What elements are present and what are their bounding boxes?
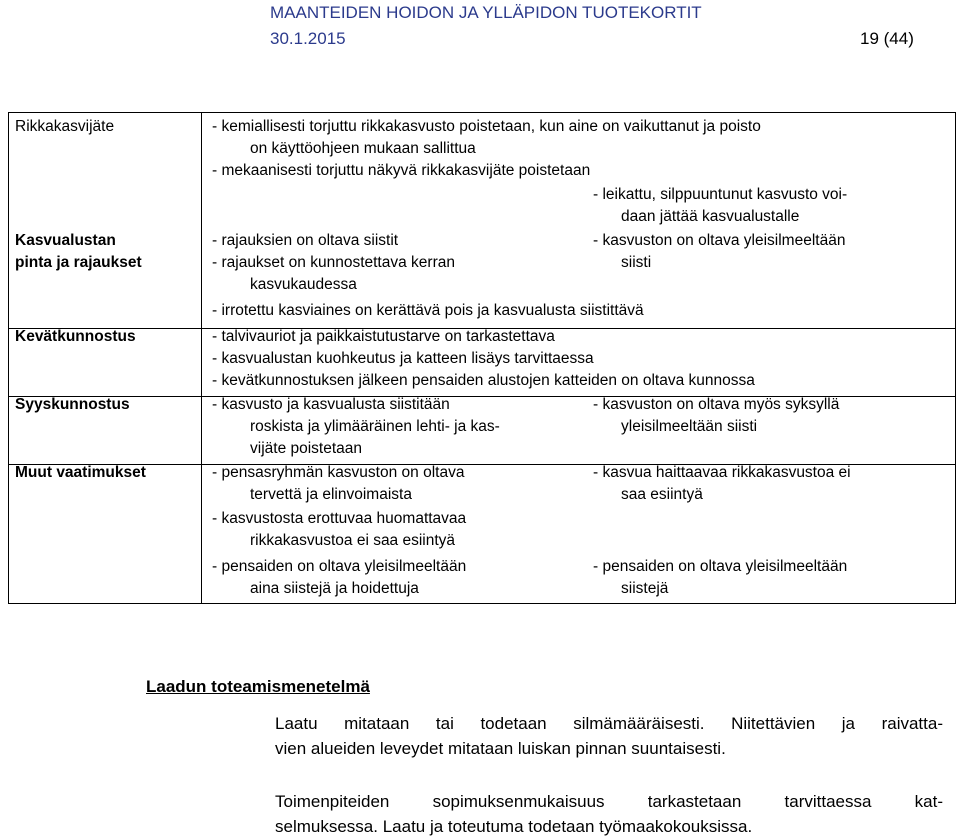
quality-method-paragraph <box>275 711 943 761</box>
compliance-paragraph <box>275 789 943 839</box>
row-text: - pensaiden on oltava yleisilmeeltään <box>593 558 848 575</box>
row-text: - kemiallisesti torjuttu rikkakasvusto poistetaan, kun aine on vaikuttanut ja poisto <box>212 118 761 135</box>
row-text: - kasvua haittaavaa rikkakasvustoa ei <box>593 464 851 481</box>
row-text: - kasvuston on oltava yleisilmeeltään <box>593 232 846 249</box>
row-text: siisti <box>621 254 652 271</box>
row-text: daan jättää kasvualustalle <box>621 208 800 225</box>
row-label-kasvualustan: pinta ja rajaukset <box>15 254 142 271</box>
row-text: - kasvusto ja kasvualusta siistitään <box>212 396 450 413</box>
row-text: - pensaiden on oltava yleisilmeeltään <box>212 558 467 575</box>
requirements-table <box>8 112 956 604</box>
row-label-rikkakasvijate: Rikkakasvijäte <box>15 118 115 135</box>
row-text: kasvukaudessa <box>250 276 357 293</box>
row-text: siistejä <box>621 580 669 597</box>
row-text: - kasvualustan kuohkeutus ja katteen lisäys tarvittaessa <box>212 350 594 367</box>
row-text: tervettä ja elinvoimaista <box>250 486 412 503</box>
paragraph-line: vien alueiden leveydet mitataan luiskan pinnan suuntaisesti. <box>275 739 726 758</box>
row-label-kasvualustan: Kasvualustan <box>15 232 116 249</box>
row-text: aina siistejä ja hoidettuja <box>250 580 419 597</box>
row-text: rikkakasvustoa ei saa esiintyä <box>250 532 456 549</box>
row-text: yleisilmeeltään siisti <box>621 418 758 435</box>
row-text: on käyttöohjeen mukaan sallittua <box>250 140 476 157</box>
column-divider <box>201 113 202 603</box>
row-text: - talvivauriot ja paikkaistutustarve on tarkastettava <box>212 328 555 345</box>
row-label-syyskunnostus: Syyskunnostus <box>15 396 130 413</box>
section-title: Laadun toteamismenetelmä <box>146 677 370 696</box>
row-text: - pensasryhmän kasvuston on oltava <box>212 464 465 481</box>
row-text: saa esiintyä <box>621 486 703 503</box>
row-text: - kasvustosta erottuvaa huomattavaa <box>212 510 467 527</box>
row-text: - leikattu, silppuuntunut kasvusto voi- <box>593 186 848 203</box>
paragraph-line: Laatu mitataan tai todetaan silmämääräisesti. Niitettävien ja raivatta- <box>275 714 943 733</box>
row-text: vijäte poistetaan <box>250 440 363 457</box>
row-text: - kasvuston on oltava myös syksyllä <box>593 396 840 413</box>
page-header <box>0 0 960 60</box>
row-text: - rajaukset on kunnostettava kerran <box>212 254 455 271</box>
row-text: roskista ja ylimääräinen lehti- ja kas- <box>250 418 500 435</box>
row-text: - kevätkunnostuksen jälkeen pensaiden alustojen katteiden on oltava kunnossa <box>212 372 755 389</box>
row-label-muut-vaatimukset: Muut vaatimukset <box>15 464 146 481</box>
row-text: - rajauksien on oltava siistit <box>212 232 399 249</box>
paragraph-line: Toimenpiteiden sopimuksenmukaisuus tarkastetaan tarvittaessa kat- <box>275 792 943 811</box>
document-title: MAANTEIDEN HOIDON JA YLLÄPIDON TUOTEKORTIT <box>270 3 702 22</box>
document-date: 30.1.2015 <box>270 29 346 48</box>
row-text: - mekaanisesti torjuttu näkyvä rikkakasvijäte poistetaan <box>212 162 591 179</box>
page-number: 19 (44) <box>860 29 914 48</box>
paragraph-line: selmuksessa. Laatu ja toteutuma todetaan työmaakokouksissa. <box>275 817 753 836</box>
row-label-kevatkunnostus: Kevätkunnostus <box>15 328 136 345</box>
row-text: - irrotettu kasviaines on kerättävä pois ja kasvualusta siistittävä <box>212 302 644 319</box>
